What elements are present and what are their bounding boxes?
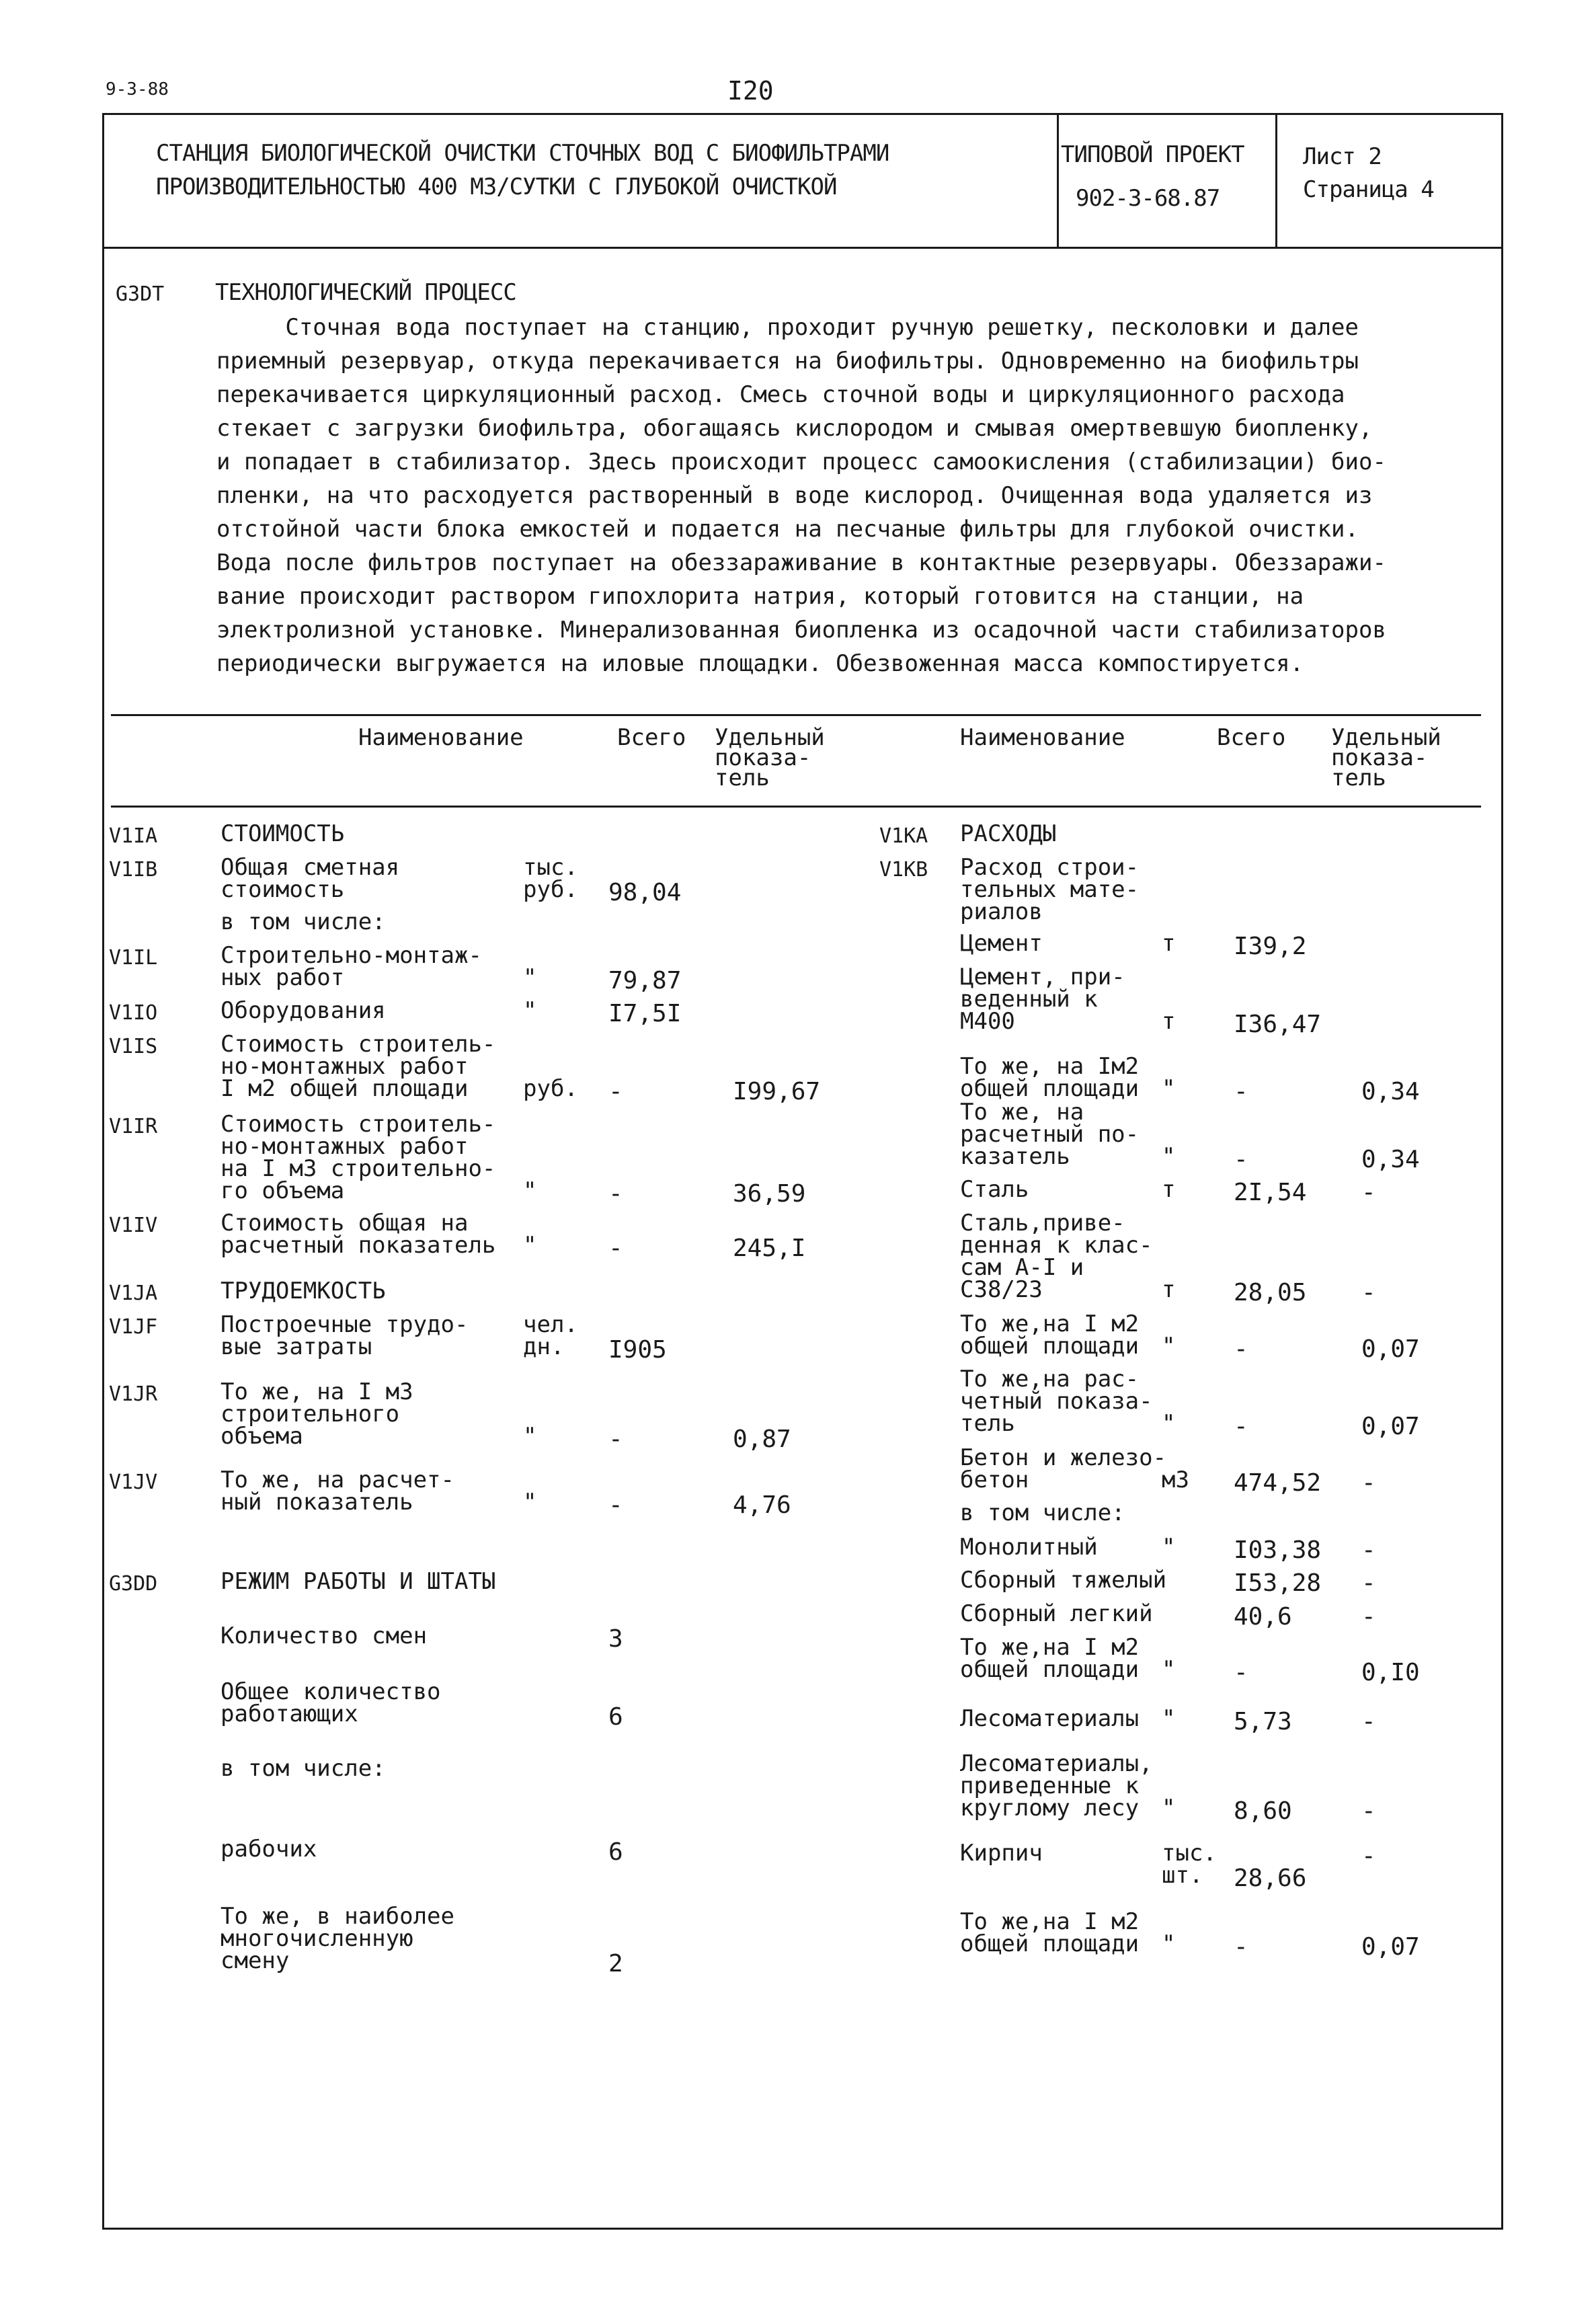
- row-specific: -: [1361, 1179, 1376, 1206]
- row-total: 28,66: [1234, 1865, 1307, 1892]
- row-name: Строительно-монтаж- ных работ: [221, 942, 482, 991]
- row-unit: ": [1162, 1534, 1176, 1561]
- row-name: в том числе:: [960, 1499, 1125, 1526]
- row-total: I39,2: [1234, 933, 1307, 960]
- row-unit: тыс. шт.: [1162, 1840, 1217, 1889]
- row-name: Цемент, при- веденный к М400: [960, 964, 1125, 1035]
- row-name: Бетон и железо- бетон: [960, 1444, 1167, 1493]
- row-unit: тыс. руб.: [523, 854, 578, 903]
- row-code: V1IB: [109, 858, 158, 882]
- row-unit: ": [1162, 1143, 1176, 1170]
- row-total: 79,87: [608, 967, 682, 994]
- row-code: V1IR: [109, 1115, 158, 1138]
- row-name: в том числе:: [221, 908, 386, 935]
- row-name: в том числе:: [221, 1755, 386, 1782]
- table-top-rule: [111, 714, 1481, 716]
- row-code: V1IS: [109, 1035, 158, 1058]
- row-unit: чел. дн.: [523, 1311, 578, 1360]
- row-unit: ": [1162, 1705, 1176, 1732]
- process-line: Вода после фильтров поступает на обеззараживание в контактные резервуары. Обеззаражи-: [216, 549, 1386, 576]
- row-name: Оборудования: [221, 997, 386, 1024]
- row-total: I36,47: [1234, 1011, 1322, 1038]
- row-total: -: [1234, 1078, 1248, 1105]
- row-unit: ": [523, 1232, 537, 1259]
- row-total: -: [608, 1425, 623, 1453]
- row-total: I53,28: [1234, 1569, 1322, 1597]
- row-name: Монолитный: [960, 1534, 1098, 1561]
- process-line: стекает с загрузки биофильтра, обогащаясь кислородом и смывая омертвевшую биопленку,: [216, 415, 1373, 442]
- row-specific: -: [1361, 1469, 1376, 1497]
- row-specific: 4,76: [733, 1491, 791, 1519]
- row-name: РАСХОДЫ: [960, 820, 1057, 847]
- row-name: Лесоматериалы: [960, 1705, 1140, 1732]
- row-unit: м3: [1162, 1466, 1189, 1493]
- row-name: Сталь,приве- денная к клас- сам А-I и С38/23: [960, 1210, 1153, 1303]
- row-unit: ": [523, 1423, 537, 1450]
- table-header-rule: [111, 806, 1481, 808]
- right-name-header: Наименование: [960, 724, 1125, 751]
- project-title-line-2: ПРОИЗВОДИТЕЛЬНОСТЬЮ 400 М3/СУТКИ С ГЛУБОКОЙ ОЧИСТКОЙ: [156, 173, 837, 200]
- row-total: I905: [608, 1336, 667, 1364]
- row-specific: 0,07: [1361, 1335, 1420, 1363]
- row-unit: руб.: [523, 1075, 578, 1102]
- row-unit: т: [1162, 1008, 1176, 1035]
- process-line: и попадает в стабилизатор. Здесь происходит процесс самоокисления (стабилизации) био-: [216, 448, 1386, 475]
- row-specific: 0,I0: [1361, 1659, 1420, 1686]
- row-total: 6: [608, 1703, 623, 1731]
- row-specific: 0,87: [733, 1425, 791, 1453]
- row-code: G3DD: [109, 1572, 158, 1596]
- left-name-header: Наименование: [358, 724, 524, 751]
- row-unit: ": [1162, 1656, 1176, 1683]
- row-name: То же, на I м3 строительного объема: [221, 1378, 413, 1450]
- row-name: То же,на рас- четный показа- тель: [960, 1366, 1153, 1437]
- project-type-label: ТИПОВОЙ ПРОЕКТ: [1061, 141, 1244, 168]
- row-name: Построечные трудо- вые затраты: [221, 1311, 469, 1360]
- row-name: рабочих: [221, 1836, 317, 1863]
- right-total-header: Всего: [1217, 724, 1286, 751]
- project-title-line-1: СТАНЦИЯ БИОЛОГИЧЕСКОЙ ОЧИСТКИ СТОЧНЫХ ВОД С БИОФИЛЬТРАМИ: [156, 140, 889, 167]
- process-line: вание происходит раствором гипохлорита натрия, который готовится на станции, на: [216, 583, 1304, 610]
- row-unit: ": [1162, 1075, 1176, 1102]
- row-specific: -: [1361, 1842, 1376, 1870]
- row-total: -: [1234, 1933, 1248, 1961]
- row-total: 6: [608, 1838, 623, 1866]
- process-line: приемный резервуар, откуда перекачивается на биофильтры. Одновременно на биофильтры: [216, 348, 1359, 375]
- row-name: Общая сметная стоимость: [221, 854, 400, 903]
- row-total: 3: [608, 1625, 623, 1653]
- row-name: Сборный легкий: [960, 1600, 1153, 1627]
- row-unit: ": [523, 964, 537, 991]
- row-name: Кирпич: [960, 1840, 1043, 1867]
- row-name: Цемент: [960, 930, 1043, 957]
- row-code: V1JR: [109, 1382, 158, 1406]
- row-total: I03,38: [1234, 1536, 1322, 1564]
- row-total: 2: [608, 1950, 623, 1978]
- row-total: -: [1234, 1146, 1248, 1173]
- section-code: G3DT: [116, 282, 165, 306]
- row-specific: I99,67: [733, 1078, 821, 1105]
- document-code: 9-3-88: [106, 79, 169, 100]
- row-code: V1IL: [109, 946, 158, 970]
- row-total: I7,5I: [608, 1000, 682, 1027]
- left-specific-header: Удельный показа- тель: [715, 724, 825, 791]
- row-unit: ": [1162, 1333, 1176, 1360]
- row-name: СТОИМОСТЬ: [221, 820, 345, 847]
- title-block-separator: [1275, 113, 1277, 247]
- row-name: То же, на расчетный по- казатель: [960, 1099, 1140, 1170]
- row-name: Стоимость общая на расчетный показатель: [221, 1210, 496, 1259]
- row-code: V1IA: [109, 824, 158, 848]
- row-unit: т: [1162, 1176, 1176, 1203]
- row-total: 5,73: [1234, 1708, 1292, 1735]
- row-unit: т: [1162, 1276, 1176, 1303]
- process-line: пленки, на что расходуется растворенный в воде кислород. Очищенная вода удаляется из: [216, 482, 1373, 509]
- row-total: -: [608, 1235, 623, 1262]
- process-line: отстойной части блока емкостей и подается на песчаные фильтры для глубокой очистки.: [216, 516, 1359, 543]
- row-specific: -: [1361, 1797, 1376, 1825]
- project-number: 902-3-68.87: [1076, 185, 1220, 212]
- row-total: -: [608, 1180, 623, 1208]
- process-line: перекачивается циркуляционный расход. Смесь сточной воды и циркуляционного расхода: [216, 381, 1345, 408]
- row-specific: 0,07: [1361, 1933, 1420, 1961]
- row-name: То же, в наиболее многочисленную смену: [221, 1903, 454, 1974]
- row-total: -: [608, 1491, 623, 1519]
- row-total: 98,04: [608, 879, 682, 906]
- row-code: V1JF: [109, 1315, 158, 1339]
- row-unit: т: [1162, 930, 1176, 957]
- row-name: Лесоматериалы, приведенные к круглому лесу: [960, 1750, 1153, 1822]
- row-code: V1IO: [109, 1001, 158, 1025]
- row-unit: ": [1162, 1410, 1176, 1437]
- row-specific: 36,59: [733, 1180, 806, 1208]
- row-specific: -: [1361, 1708, 1376, 1735]
- title-block-divider: [102, 247, 1503, 249]
- process-line: Сточная вода поступает на станцию, проходит ручную решетку, песколовки и далее: [216, 314, 1359, 341]
- process-line: периодически выгружается на иловые площадки. Обезвоженная масса компостируется.: [216, 650, 1304, 677]
- section-heading: ТЕХНОЛОГИЧЕСКИЙ ПРОЦЕСС: [215, 279, 516, 306]
- row-specific: -: [1361, 1536, 1376, 1564]
- row-name: То же, на расчет- ный показатель: [221, 1466, 454, 1516]
- row-total: 474,52: [1234, 1469, 1322, 1497]
- row-name: Сталь: [960, 1176, 1029, 1203]
- row-specific: 0,07: [1361, 1413, 1420, 1440]
- row-specific: 0,34: [1361, 1078, 1420, 1105]
- sheet-number: Лист 2: [1303, 143, 1382, 170]
- row-unit: ": [523, 997, 537, 1024]
- row-code: V1JV: [109, 1471, 158, 1494]
- row-unit: ": [1162, 1795, 1176, 1822]
- row-name: То же,на I м2 общей площади: [960, 1310, 1140, 1360]
- row-name: Расход строи- тельных мате- риалов: [960, 854, 1140, 925]
- row-specific: -: [1361, 1603, 1376, 1631]
- row-name: То же, на Iм2 общей площади: [960, 1053, 1140, 1102]
- row-specific: 245,I: [733, 1235, 806, 1262]
- row-total: -: [608, 1078, 623, 1105]
- process-line: электролизной установке. Минерализованная биопленка из осадочной части стабилизаторов: [216, 617, 1386, 643]
- page-label: Страница 4: [1303, 176, 1434, 203]
- row-unit: ": [523, 1177, 537, 1204]
- row-code: V1JA: [109, 1282, 158, 1305]
- row-total: 8,60: [1234, 1797, 1292, 1825]
- row-unit: ": [523, 1489, 537, 1516]
- row-name: То же,на I м2 общей площади: [960, 1908, 1140, 1957]
- row-code: V1KA: [879, 824, 928, 848]
- title-block-separator: [1057, 113, 1059, 247]
- row-name: Количество смен: [221, 1622, 428, 1649]
- row-total: -: [1234, 1413, 1248, 1440]
- left-total-header: Всего: [617, 724, 686, 751]
- row-name: РЕЖИМ РАБОТЫ И ШТАТЫ: [221, 1568, 496, 1595]
- row-name: То же,на I м2 общей площади: [960, 1634, 1140, 1683]
- row-name: Общее количество работающих: [221, 1678, 441, 1727]
- row-code: V1IV: [109, 1214, 158, 1237]
- row-total: -: [1234, 1659, 1248, 1686]
- row-specific: 0,34: [1361, 1146, 1420, 1173]
- page-number: I20: [727, 76, 774, 106]
- row-name: ТРУДОЕМКОСТЬ: [221, 1278, 386, 1304]
- row-total: -: [1234, 1335, 1248, 1363]
- row-name: Сборный тяжелый: [960, 1567, 1167, 1594]
- row-total: 28,05: [1234, 1279, 1307, 1306]
- row-specific: -: [1361, 1279, 1376, 1306]
- process-description: [216, 311, 1386, 680]
- row-unit: ": [1162, 1930, 1176, 1957]
- row-total: 40,6: [1234, 1603, 1292, 1631]
- row-specific: -: [1361, 1569, 1376, 1597]
- row-code: V1KB: [879, 858, 928, 882]
- row-name: Стоимость строитель- но-монтажных работ I м2 общей площади: [221, 1031, 496, 1102]
- row-total: 2I,54: [1234, 1179, 1307, 1206]
- right-specific-header: Удельный показа- тель: [1331, 724, 1441, 791]
- row-name: Стоимость строитель- но-монтажных работ на I м3 строительно- го объема: [221, 1111, 496, 1204]
